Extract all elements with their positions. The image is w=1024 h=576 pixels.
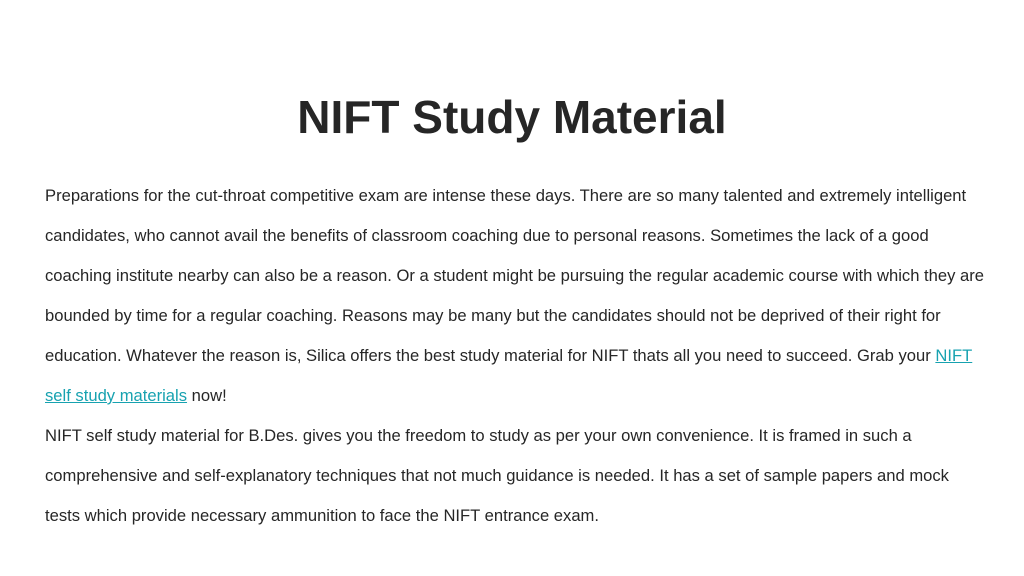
- paragraph-details: NIFT self study material for B.Des. gives you the freedom to study as per your own convenience. It is framed in such a comprehensive and self-explanatory techniques that not much guidance is needed. It has a set of sample papers and mock tests which provide necessary ammunition to face the NIFT entrance exam.: [45, 426, 949, 525]
- nift-self-study-materials-link[interactable]: NIFT self study materials: [45, 346, 973, 405]
- paragraph-intro-end: now!: [187, 386, 227, 405]
- slide-body: [45, 176, 985, 536]
- paragraph-intro-text: Preparations for the cut-throat competitive exam are intense these days. There are so many talented and extremely intelligent candidates, who cannot avail the benefits of classroom coaching due to personal reasons. Sometimes the lack of a good coaching institute nearby can also be a reason. Or a student might be pursuing the regular academic course with which they are bounded by time for a regular coaching. Reasons may be many but the candidates should not be deprived of their right for education. Whatever the reason is, Silica offers the best study material for NIFT thats all you need to succeed. Grab your: [45, 186, 984, 365]
- paragraph-intro: [45, 176, 985, 416]
- page-title: NIFT Study Material: [297, 91, 727, 143]
